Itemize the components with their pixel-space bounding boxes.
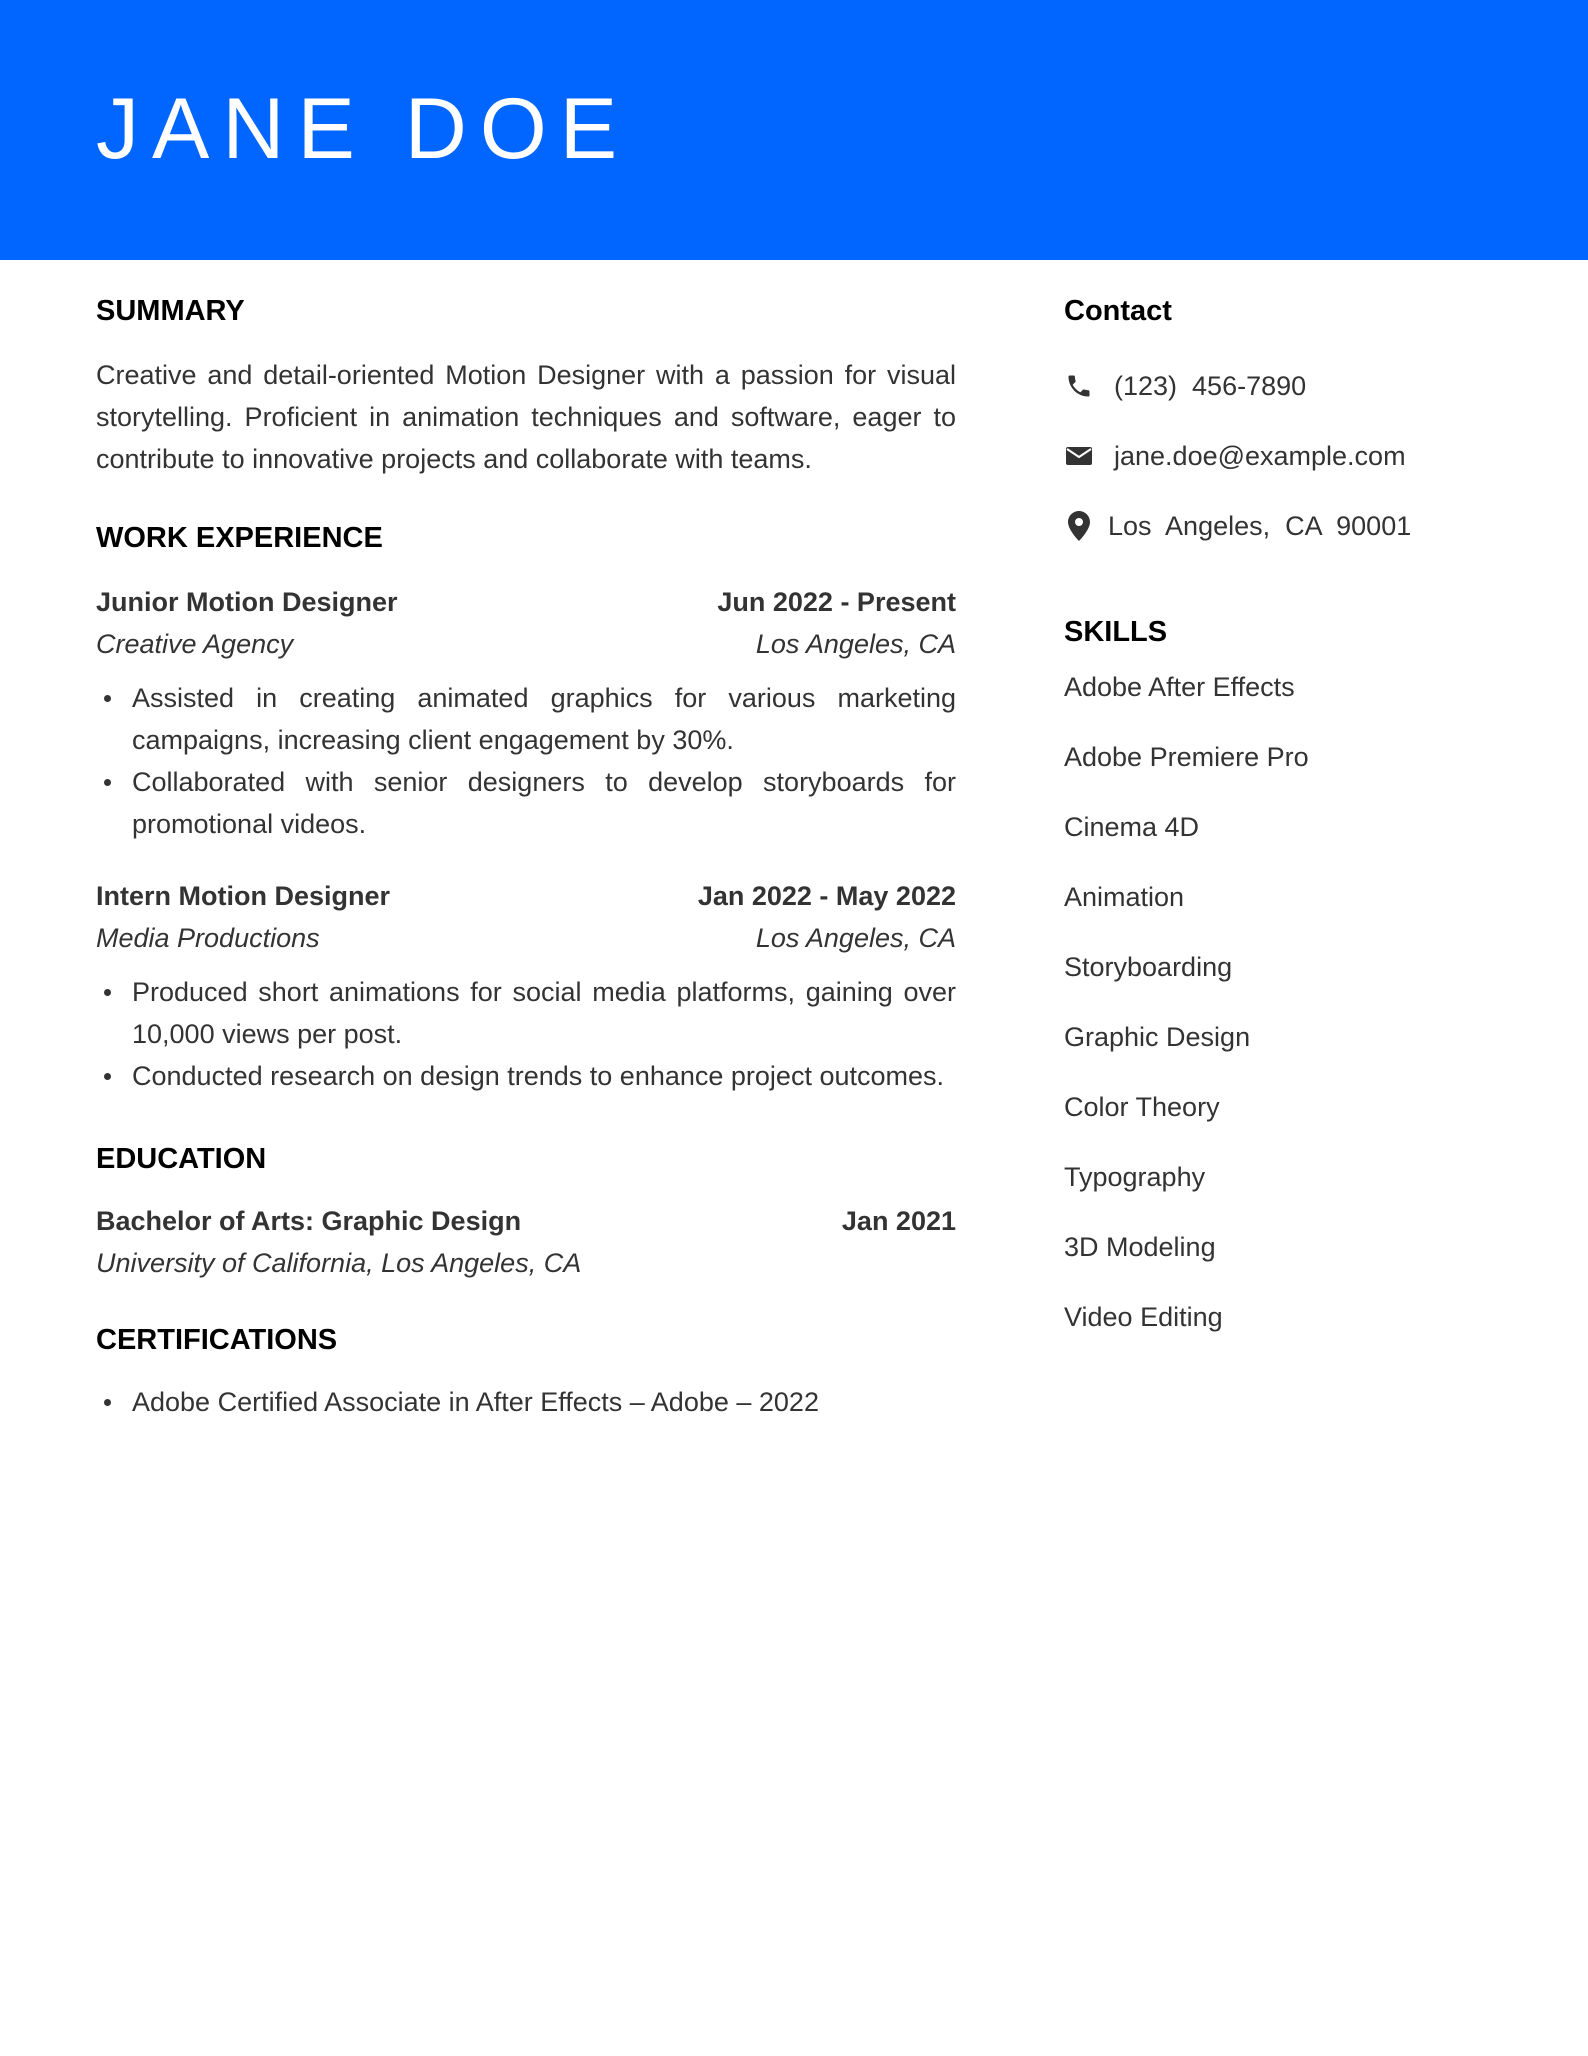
summary-text: Creative and detail-oriented Motion Designer with a passion for visual storytelling. Proficient in animation techniques and software, eager to contribute to innovative projects and collaborate with teams. bbox=[96, 360, 956, 474]
job-header bbox=[96, 875, 956, 917]
job-dates: Jan 2022 - May 2022 bbox=[697, 881, 956, 911]
skill-item: Graphic Design bbox=[1064, 1022, 1251, 1052]
job-bullet: Collaborated with senior designers to develop storyboards for promotional videos. bbox=[132, 761, 956, 845]
map-marker-icon bbox=[1064, 511, 1094, 541]
job-bullets bbox=[96, 971, 956, 1097]
phone-icon bbox=[1064, 371, 1094, 401]
job-subheader bbox=[96, 623, 956, 665]
contact-title: Contact bbox=[1064, 295, 1172, 327]
job-subheader bbox=[96, 917, 956, 959]
experience-title: WORK EXPERIENCE bbox=[96, 522, 383, 554]
skill-item: Typography bbox=[1064, 1162, 1206, 1192]
candidate-name: JANE DOE bbox=[96, 81, 631, 177]
education-section bbox=[96, 1145, 956, 1284]
skill-item: Color Theory bbox=[1064, 1092, 1220, 1122]
job-entry bbox=[96, 875, 956, 1097]
contact-location-text: Los Angeles, CA 90001 bbox=[1108, 510, 1412, 541]
contact-phone bbox=[1064, 366, 1524, 406]
certification-item: Adobe Certified Associate in After Effects – Adobe – 2022 bbox=[132, 1381, 956, 1423]
job-location: Los Angeles, CA bbox=[755, 923, 956, 953]
skills-title: SKILLS bbox=[1064, 616, 1168, 648]
skill-item: Adobe After Effects bbox=[1064, 672, 1295, 702]
education-title: EDUCATION bbox=[96, 1143, 267, 1175]
job-entry bbox=[96, 581, 956, 845]
contact-email bbox=[1064, 436, 1524, 476]
certifications-list bbox=[96, 1381, 956, 1423]
education-header bbox=[96, 1200, 956, 1242]
job-bullet: Assisted in creating animated graphics for various marketing campaigns, increasing client engagement by 30%. bbox=[132, 677, 956, 761]
job-location: Los Angeles, CA bbox=[755, 629, 956, 659]
contact-location bbox=[1064, 506, 1524, 546]
skill-item: Video Editing bbox=[1064, 1302, 1223, 1332]
skill-item: Storyboarding bbox=[1064, 952, 1233, 982]
summary-title: SUMMARY bbox=[96, 295, 245, 327]
education-entry bbox=[96, 1200, 956, 1284]
skills-section bbox=[1064, 618, 1524, 1337]
job-bullets bbox=[96, 677, 956, 845]
job-role: Intern Motion Designer bbox=[96, 881, 391, 911]
contact-section bbox=[1064, 297, 1524, 546]
job-role: Junior Motion Designer bbox=[96, 587, 398, 617]
skills-list bbox=[1064, 667, 1524, 1337]
skill-item: Animation bbox=[1064, 882, 1185, 912]
contact-email-text[interactable]: jane.doe@example.com bbox=[1114, 440, 1406, 471]
header-banner bbox=[0, 0, 1588, 260]
main-column bbox=[96, 260, 956, 1423]
summary-section bbox=[96, 297, 956, 480]
education-date: Jan 2021 bbox=[841, 1206, 956, 1236]
skill-item: Cinema 4D bbox=[1064, 812, 1200, 842]
job-company: Media Productions bbox=[96, 923, 320, 953]
education-school: University of California, Los Angeles, CA bbox=[96, 1248, 582, 1278]
job-bullet: Conducted research on design trends to enhance project outcomes. bbox=[132, 1055, 956, 1097]
job-header bbox=[96, 581, 956, 623]
envelope-icon bbox=[1064, 441, 1094, 471]
education-subheader bbox=[96, 1242, 956, 1284]
education-degree: Bachelor of Arts: Graphic Design bbox=[96, 1206, 522, 1236]
skill-item: Adobe Premiere Pro bbox=[1064, 742, 1309, 772]
contact-phone-text: (123) 456-7890 bbox=[1114, 370, 1307, 401]
certifications-section bbox=[96, 1326, 956, 1423]
sidebar-column bbox=[1064, 260, 1524, 1337]
skill-item: 3D Modeling bbox=[1064, 1232, 1216, 1262]
job-dates: Jun 2022 - Present bbox=[717, 587, 956, 617]
experience-section bbox=[96, 524, 956, 1097]
job-bullet: Produced short animations for social media platforms, gaining over 10,000 views per post. bbox=[132, 971, 956, 1055]
job-company: Creative Agency bbox=[96, 629, 294, 659]
certifications-title: CERTIFICATIONS bbox=[96, 1324, 338, 1356]
